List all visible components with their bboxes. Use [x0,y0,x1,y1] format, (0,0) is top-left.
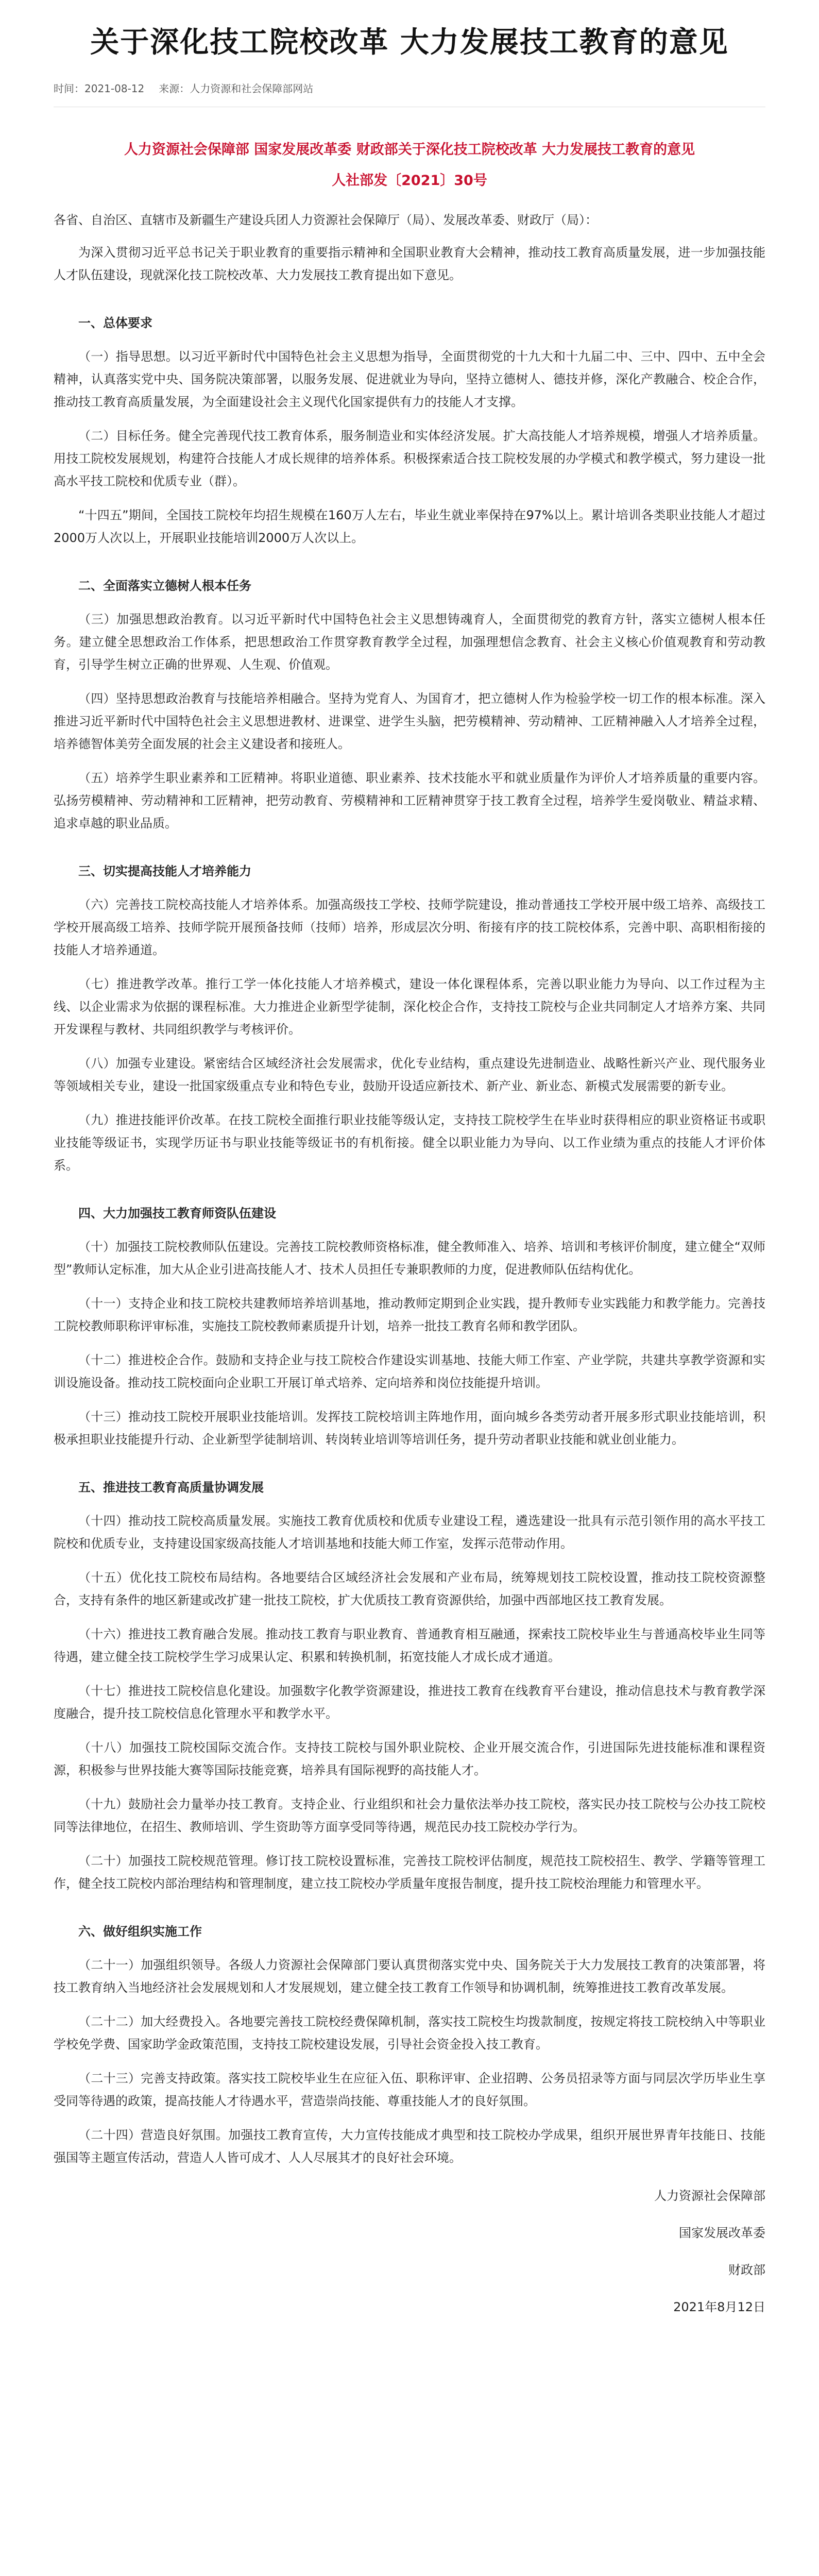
body-paragraph: （七）推进教学改革。推行工学一体化技能人才培养模式，建设一体化课程体系，完善以职业能力为导向、以工作过程为主线、以企业需求为依据的课程标准。大力推进企业新型学徒制，深化校企合作，支持技工院校与企业共同制定人才培养方案、共同开发课程与教材、共同组织教学与考核评价。 [54,977,765,1037]
body-paragraph: （二）目标任务。健全完善现代技工教育体系，服务制造业和实体经济发展。扩大高技能人才培养规模，增强人才培养质量。用技工院校发展规划，构建符合技能人才成长规律的培养体系。积极探索适合技工院校发展的办学模式和教学模式，努力建设一批高水平技工院校和优质专业（群）。 [54,429,765,488]
body-paragraph: （二十一）加强组织领导。各级人力资源社会保障部门要认真贯彻落实党中央、国务院关于大力发展技工教育的决策部署，将技工教育纳入当地经济社会发展规划和人才发展规划，建立健全技工教育工作领导和协调机制，统筹推进技工教育改革发展。 [54,1958,765,1995]
body-paragraph: （五）培养学生职业素养和工匠精神。将职业道德、职业素养、技术技能水平和就业质量作为评价人才培养质量的重要内容。弘扬劳模精神、劳动精神和工匠精神，把劳动教育、劳模精神和工匠精神贯穿于技工教育全过程，培养学生爱岗敬业、精益求精、追求卓越的职业品质。 [54,771,765,831]
document-sections [54,241,765,2169]
document-number: 人社部发〔2021〕30号 [332,173,487,189]
body-paragraph: （十八）加强技工院校国际交流合作。支持技工院校与国外职业院校、企业开展交流合作，引进国际先进技能标准和课程资源，积极参与世界技能大赛等国际技能竞赛，培养具有国际视野的高技能人才。 [54,1740,765,1777]
article-meta [54,80,765,107]
section-heading: 四、大力加强技工教育师资队伍建设 [78,1206,276,1221]
body-paragraph: （二十四）营造良好氛围。加强技工教育宣传，大力宣传技能成才典型和技工院校办学成果，组织开展世界青年技能日、技能强国等主题宣传活动，营造人人皆可成才、人人尽展其才的良好社会环境。 [54,2128,765,2165]
section-heading: 六、做好组织实施工作 [78,1924,202,1939]
body-paragraph: （十一）支持企业和技工院校共建教师培养培训基地，推动教师定期到企业实践，提升教师专业实践能力和教学能力。完善技工院校教师职称评审标准，实施技工院校教师素质提升计划，培养一批技工教育名师和教学团队。 [54,1296,765,1333]
body-paragraph: （二十二）加大经费投入。各地要完善技工院校经费保障机制，落实技工院校生均拨款制度，按规定将技工院校纳入中等职业学校免学费、国家助学金政策范围，支持技工院校建设发展，引导社会资金投入技工教育。 [54,2014,765,2052]
document-body [54,140,765,2317]
body-paragraph: （十四）推动技工院校高质量发展。实施技工教育优质校和优质专业建设工程，遴选建设一批具有示范引领作用的高水平技工院校和优质专业，支持建设国家级高技能人才培训基地和技能大师工作室，发挥示范带动作用。 [54,1514,765,1551]
body-paragraph: （十七）推进技工院校信息化建设。加强数字化教学资源建设，推进技工教育在线教育平台建设，推动信息技术与教育教学深度融合，提升技工院校信息化管理水平和教学水平。 [54,1684,765,1721]
signature-org: 人力资源社会保障部 [654,2189,765,2203]
signature-org: 财政部 [728,2263,765,2277]
section-heading: 二、全面落实立德树人根本任务 [78,579,251,593]
body-paragraph: （九）推进技能评价改革。在技工院校全面推行职业技能等级认定，支持技工院校学生在毕业时获得相应的职业资格证书或职业技能等级证书，实现学历证书与职业技能等级证书的有机衔接。健全以职业能力为导向、以工作业绩为重点的技能人才评价体系。 [54,1113,765,1173]
body-paragraph: （二十三）完善支持政策。落实技工院校毕业生在应征入伍、职称评审、企业招聘、公务员招录等方面与同层次学历毕业生享受同等待遇的政策，提高技能人才待遇水平，营造崇尚技能、尊重技能人才的良好氛围。 [54,2071,765,2108]
body-paragraph: （四）坚持思想政治教育与技能培养相融合。坚持为党育人、为国育才，把立德树人作为检验学校一切工作的根本标准。深入推进习近平新时代中国特色社会主义思想进教材、进课堂、进学生头脑，把劳模精神、劳动精神、工匠精神融入人才培养全过程，培养德智体美劳全面发展的社会主义建设者和接班人。 [54,691,765,751]
body-paragraph: （二十）加强技工院校规范管理。修订技工院校设置标准，完善技工院校评估制度，规范技工院校招生、教学、学籍等管理工作，健全技工院校内部治理结构和管理制度，建立技工院校办学质量年度报告制度，提升技工院校治理能力和管理水平。 [54,1854,765,1891]
article-source: 来源：人力资源和社会保障部网站 [159,82,314,95]
document-addressee: 各省、自治区、直辖市及新疆生产建设兵团人力资源社会保障厅（局）、发展改革委、财政厅（局）： [54,213,598,227]
body-paragraph: （十二）推进校企合作。鼓励和支持企业与技工院校合作建设实训基地、技能大师工作室、产业学院，共建共享教学资源和实训设施设备。推动技工院校面向企业职工开展订单式培养、定向培养和岗位技能提升培训。 [54,1353,765,1390]
body-paragraph: 为深入贯彻习近平总书记关于职业教育的重要指示精神和全国职业教育大会精神，推动技工教育高质量发展，进一步加强技能人才队伍建设，现就深化技工院校改革、大力发展技工教育提出如下意见。 [54,245,765,282]
signature-block [54,2185,765,2317]
body-paragraph: （十五）优化技工院校布局结构。各地要结合区域经济社会发展和产业布局，统筹规划技工院校设置，推动技工院校资源整合，支持有条件的地区新建或改扩建一批技工院校，扩大优质技工教育资源供给，加强中西部地区技工教育发展。 [54,1570,765,1607]
body-paragraph: （十三）推动技工院校开展职业技能培训。发挥技工院校培训主阵地作用，面向城乡各类劳动者开展多形式职业技能培训，积极承担职业技能提升行动、企业新型学徒制培训、转岗转业培训等培训任务，提升劳动者职业技能和就业创业能力。 [54,1410,765,1447]
body-paragraph: （十六）推进技工教育融合发展。推动技工教育与职业教育、普通教育相互融通，探索技工院校毕业生与普通高校毕业生同等待遇，建立健全技工院校学生学习成果认定、积累和转换机制，拓宽技能人才成长成才通道。 [54,1627,765,1664]
document-issuers: 人力资源社会保障部 国家发展改革委 财政部关于深化技工院校改革 大力发展技工教育的意见 [124,142,695,158]
section-heading: 三、切实提高技能人才培养能力 [78,864,251,878]
signature-date: 2021年8月12日 [673,2300,765,2314]
body-paragraph: （十九）鼓励社会力量举办技工教育。支持企业、行业组织和社会力量依法举办技工院校，落实民办技工院校与公办技工院校同等法律地位，在招生、教师培训、学生资助等方面享受同等待遇，规范民办技工院校办学行为。 [54,1797,765,1834]
article-title: 关于深化技工院校改革 大力发展技工教育的意见 [90,26,729,59]
section-heading: 一、总体要求 [78,316,152,330]
body-paragraph: （八）加强专业建设。紧密结合区域经济社会发展需求，优化专业结构，重点建设先进制造业、战略性新兴产业、现代服务业等领域相关专业，建设一批国家级重点专业和特色专业，鼓励开设适应新技术、新产业、新业态、新模式发展需要的新专业。 [54,1056,765,1093]
body-paragraph: （一）指导思想。以习近平新时代中国特色社会主义思想为指导，全面贯彻党的十九大和十九届二中、三中、四中、五中全会精神，认真落实党中央、国务院决策部署，以服务发展、促进就业为导向，坚持立德树人、德技并修，深化产教融合、校企合作，推动技工教育高质量发展，为全面建设社会主义现代化国家提供有力的技能人才支撑。 [54,349,765,409]
signature-org: 国家发展改革委 [679,2226,765,2240]
document-header [54,140,765,191]
body-paragraph: （六）完善技工院校高技能人才培养体系。加强高级技工学校、技师学院建设，推动普通技工学校开展中级工培养、高级技工学校开展高级工培养、技师学院开展预备技师（技师）培养，形成层次分明、衔接有序的技工院校体系，完善中职、高职相衔接的技能人才培养通道。 [54,897,765,957]
body-paragraph: （三）加强思想政治教育。以习近平新时代中国特色社会主义思想铸魂育人，全面贯彻党的教育方针，落实立德树人根本任务。建立健全思想政治工作体系，把思想政治工作贯穿教育教学全过程，加强理想信念教育、社会主义核心价值观教育和劳动教育，引导学生树立正确的世界观、人生观、价值观。 [54,612,765,672]
publish-time: 时间：2021-08-12 [54,82,145,95]
body-paragraph: （十）加强技工院校教师队伍建设。完善技工院校教师资格标准，健全教师准入、培养、培训和考核评价制度，建立健全“双师型”教师认定标准，加大从企业引进高技能人才、技术人员担任专兼职教师的力度，促进教师队伍结构优化。 [54,1240,765,1277]
body-paragraph: “十四五”期间，全国技工院校年均招生规模在160万人左右，毕业生就业率保持在97%以上。累计培训各类职业技能人才超过2000万人次以上，开展职业技能培训2000万人次以上。 [54,508,765,545]
section-heading: 五、推进技工教育高质量协调发展 [78,1480,264,1495]
